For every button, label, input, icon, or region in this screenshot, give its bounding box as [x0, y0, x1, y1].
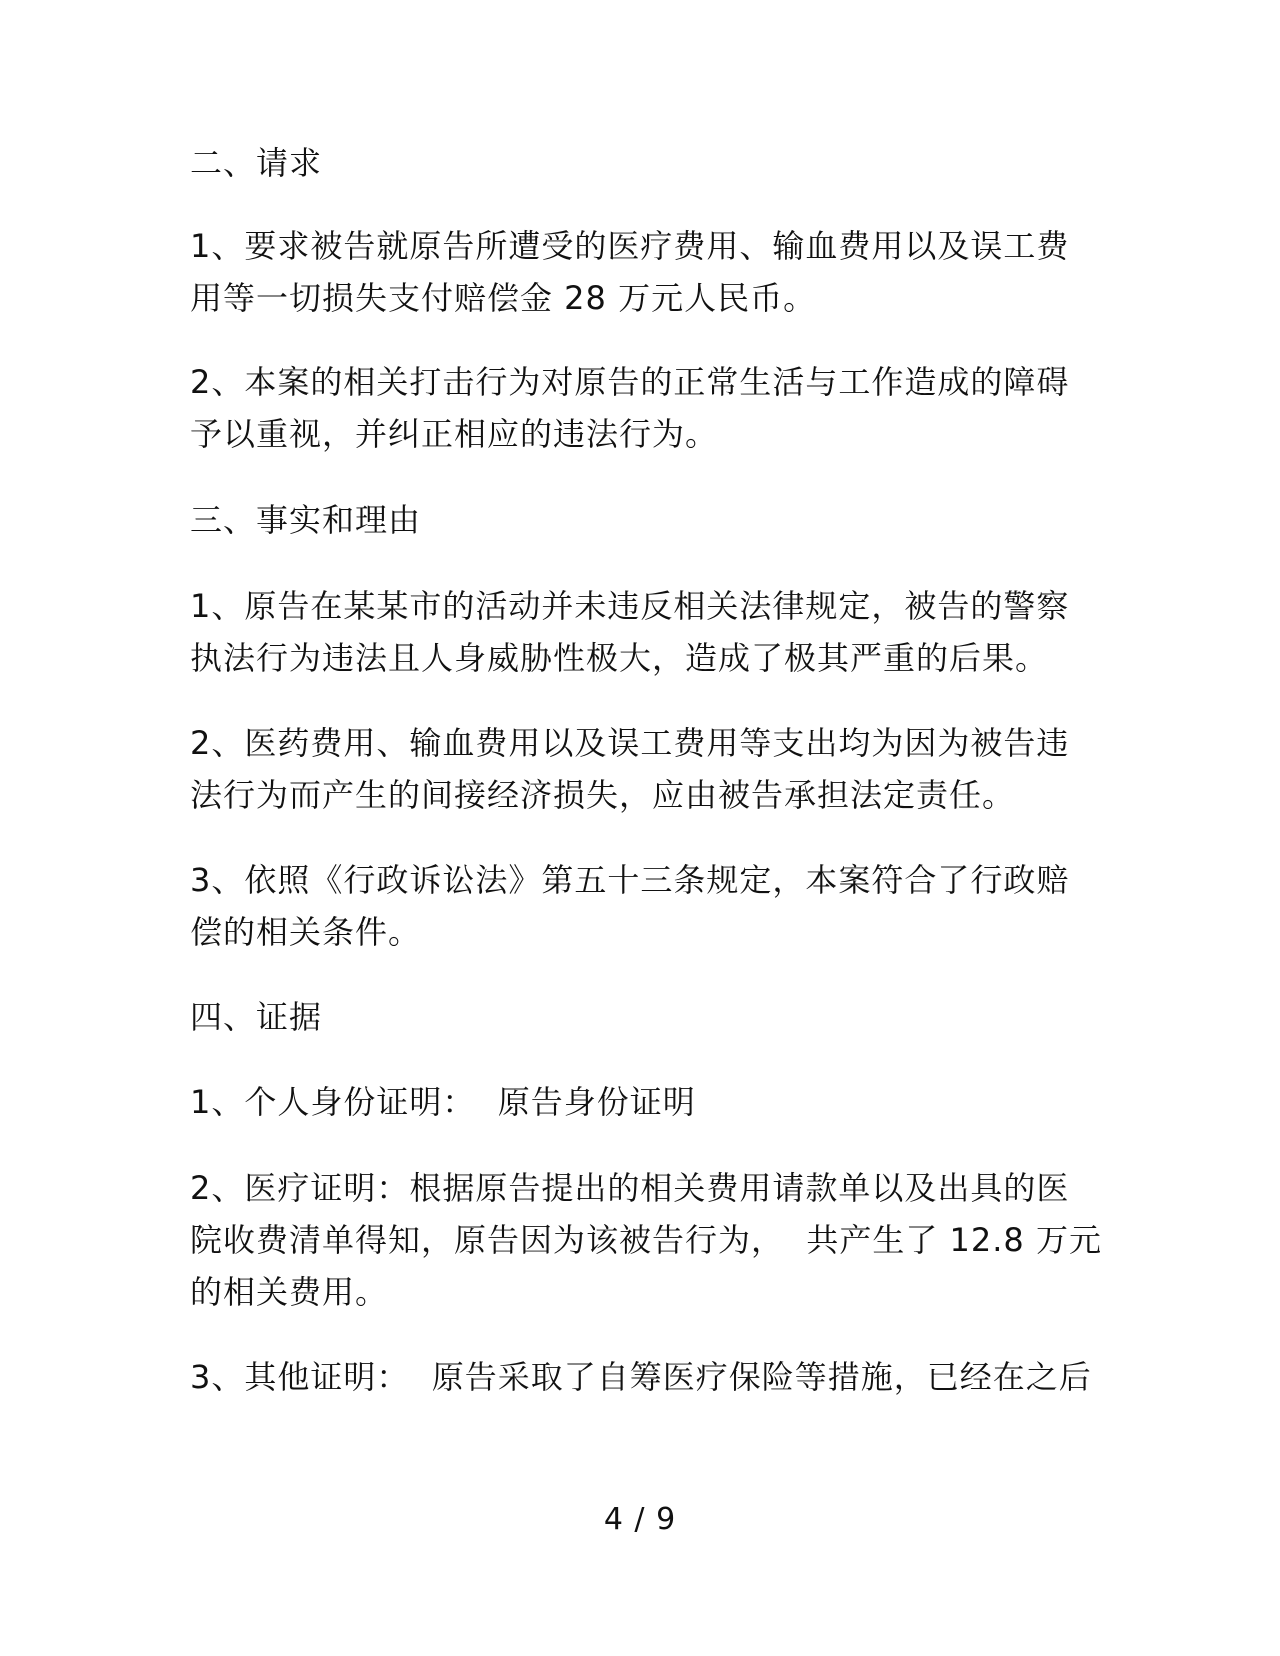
fact-1-line-1: 1、原告在某某市的活动并未违反相关法律规定，被告的警察 — [190, 587, 1070, 625]
evidence-3-line-1: 3、其他证明： 原告采取了自筹医疗保险等措施，已经在之后 — [190, 1358, 1092, 1396]
section-heading-evidence: 四、证据 — [190, 998, 323, 1036]
request-2-line-1: 2、本案的相关打击行为对原告的正常生活与工作造成的障碍 — [190, 363, 1070, 401]
fact-2-line-1: 2、医药费用、输血费用以及误工费用等支出均为因为被告违 — [190, 724, 1070, 762]
evidence-2-line-3: 的相关费用。 — [190, 1273, 389, 1311]
request-2-line-2: 予以重视，并纠正相应的违法行为。 — [190, 415, 719, 453]
evidence-2-line-2: 院收费清单得知，原告因为该被告行为， 共产生了 12.8 万元 — [190, 1221, 1102, 1259]
fact-3-line-2: 偿的相关条件。 — [190, 913, 422, 951]
page-number: 4 / 9 — [603, 1502, 677, 1537]
request-1-line-2: 用等一切损失支付赔偿金 28 万元人民币。 — [190, 279, 817, 317]
section-heading-requests: 二、请求 — [190, 144, 323, 182]
section-heading-facts: 三、事实和理由 — [190, 501, 422, 539]
fact-2-line-2: 法行为而产生的间接经济损失，应由被告承担法定责任。 — [190, 776, 1016, 814]
request-1-line-1: 1、要求被告就原告所遭受的医疗费用、输血费用以及误工费 — [190, 227, 1070, 265]
evidence-1-line-1: 1、个人身份证明： 原告身份证明 — [190, 1083, 696, 1121]
fact-1-line-2: 执法行为违法且人身威胁性极大，造成了极其严重的后果。 — [190, 639, 1049, 677]
fact-3-line-1: 3、依照《行政诉讼法》第五十三条规定，本案符合了行政赔 — [190, 861, 1070, 899]
evidence-2-line-1: 2、医疗证明：根据原告提出的相关费用请款单以及出具的医 — [190, 1169, 1070, 1207]
